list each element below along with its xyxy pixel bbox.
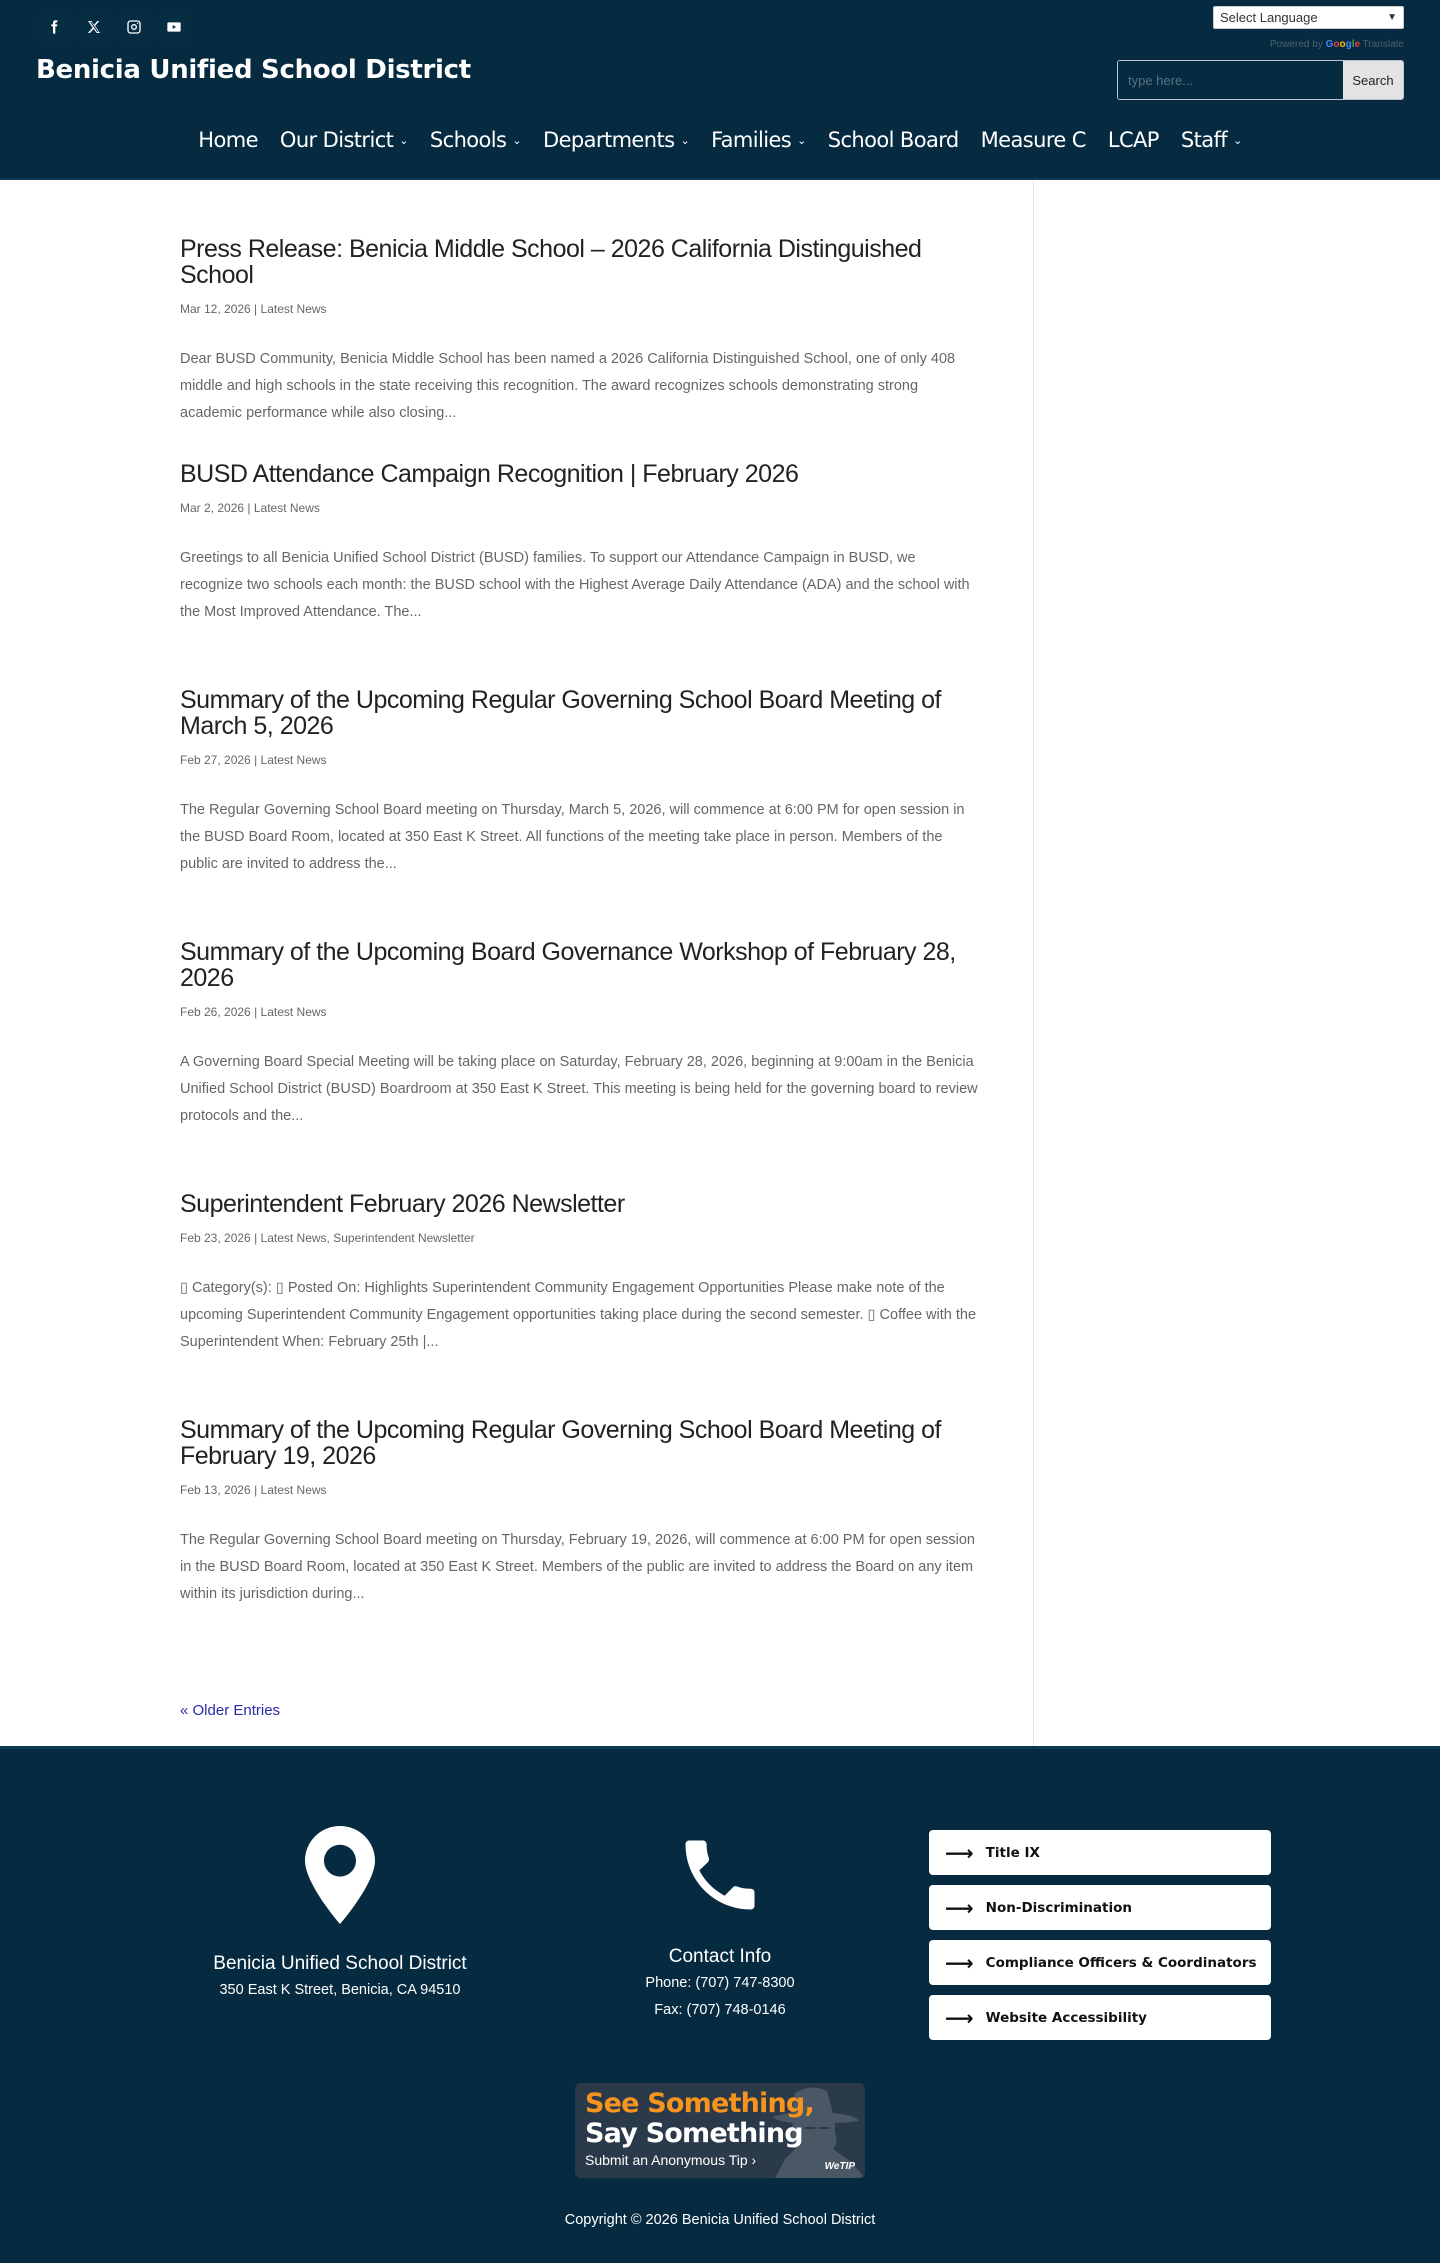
- x-twitter-link[interactable]: [78, 11, 110, 43]
- post-date: Feb 23, 2026: [180, 1231, 251, 1245]
- post-date: Mar 12, 2026: [180, 302, 251, 316]
- post-excerpt: Greetings to all Benicia Unified School District (BUSD) families. To support our Attendance Campaign in BUSD, we recognize two schools each month: the BUSD school with the Highest Average Daily Attendance (ADA) and the school with the Most Improved Attendance. The...: [180, 550, 970, 620]
- nav-item-lcap[interactable]: LCAP: [1107, 128, 1159, 152]
- nav-item-departments[interactable]: Departments ⌄: [543, 128, 690, 152]
- nav-item-measure-c[interactable]: Measure C: [980, 128, 1086, 152]
- post-item: [180, 687, 980, 939]
- wetip-logo: WeTIP: [824, 2161, 855, 2172]
- post-title-link[interactable]: BUSD Attendance Campaign Recognition | February 2026: [180, 460, 799, 488]
- chevron-down-icon: ⌄: [797, 133, 806, 147]
- post-category-link[interactable]: Latest News: [260, 753, 327, 767]
- title-ix-button[interactable]: ⟶ Title IX: [929, 1830, 1271, 1875]
- social-links: [38, 11, 190, 43]
- anonymous-tip-banner[interactable]: [575, 2083, 865, 2178]
- post-meta: Feb 13, 2026 | Latest News: [180, 1483, 327, 1497]
- chevron-down-icon: ⌄: [512, 133, 522, 147]
- post-date: Feb 26, 2026: [180, 1005, 251, 1019]
- translate-link[interactable]: Translate: [1362, 39, 1404, 50]
- site-title[interactable]: Benicia Unified School District: [36, 55, 471, 85]
- compliance-officers-button[interactable]: ⟶ Compliance Officers & Coordinators: [929, 1940, 1271, 1985]
- search-form: [1117, 60, 1404, 100]
- copyright: Copyright © 2026 Benicia Unified School District: [564, 2212, 876, 2228]
- nav-item-families[interactable]: Families ⌄: [711, 128, 806, 152]
- facebook-link[interactable]: [38, 11, 70, 43]
- nav-item-schools[interactable]: Schools ⌄: [429, 128, 522, 152]
- post-date: Feb 13, 2026: [180, 1483, 251, 1497]
- post-list: [180, 236, 980, 1647]
- language-select-value: Select Language: [1220, 10, 1318, 25]
- nav-item-school-board[interactable]: School Board: [827, 128, 959, 152]
- nav-item-our-district[interactable]: Our District ⌄: [279, 128, 408, 152]
- site-header: [0, 0, 1440, 180]
- footer-phone: Phone: (707) 747-8300: [645, 1975, 795, 1991]
- footer-contact-title: Contact Info: [668, 1946, 772, 1967]
- post-meta: Mar 12, 2026 | Latest News: [180, 302, 327, 316]
- post-item: [180, 236, 980, 461]
- footer-fax: Fax: (707) 748-0146: [654, 2002, 786, 2018]
- post-excerpt: Dear BUSD Community, Benicia Middle School has been named a 2026 California Distinguished School, one of only 408 middle and high schools in the state receiving this recognition. The award recognizes schools demonstrating strong academic performance while also closing...: [180, 351, 956, 421]
- post-excerpt: The Regular Governing School Board meeting on Thursday, March 5, 2026, will commence at 6:00 PM for open session in the BUSD Board Room, located at 350 East K Street. All functions of the meeting take place in person. Members of the public are invited to address the...: [180, 802, 965, 872]
- main-nav: [0, 128, 1440, 152]
- site-footer: [0, 1746, 1440, 2263]
- map-pin-icon: [175, 1826, 505, 1929]
- nav-item-home[interactable]: Home: [198, 128, 258, 152]
- post-meta: Mar 2, 2026 | Latest News: [180, 501, 320, 515]
- chevron-down-icon: ▼: [1387, 12, 1397, 23]
- google-logo: Google: [1325, 39, 1361, 50]
- post-excerpt: ▯ Category(s): ▯ Posted On: Highlights Superintendent Community Engagement Opportunities Please make note of the upcoming Superintendent Community Engagement opportunities taking place during the second semester. ▯ Coffee with the Superintendent When: February 25th |...: [180, 1280, 977, 1350]
- instagram-link[interactable]: [118, 11, 150, 43]
- sidebar-divider: [1033, 180, 1034, 1746]
- post-meta: Feb 27, 2026 | Latest News: [180, 753, 327, 767]
- footer-link-buttons: [929, 1830, 1271, 2050]
- post-category-link[interactable]: Latest News: [260, 1483, 327, 1497]
- post-item: [180, 1417, 980, 1647]
- main-content: [0, 180, 1440, 1746]
- post-title-link[interactable]: Summary of the Upcoming Regular Governing School Board Meeting of February 19, 2026: [180, 1416, 941, 1470]
- website-accessibility-button[interactable]: ⟶ Website Accessibility: [929, 1995, 1271, 2040]
- tip-subtext: Submit an Anonymous Tip ›: [585, 2152, 757, 2168]
- post-category-link[interactable]: Latest News: [260, 302, 327, 316]
- post-title-link[interactable]: Press Release: Benicia Middle School – 2026 California Distinguished School: [180, 235, 922, 289]
- post-item: [180, 461, 980, 687]
- post-category-link[interactable]: Latest News: [260, 1005, 327, 1019]
- arrow-right-icon: ⟶: [945, 1895, 974, 1920]
- non-discrimination-button[interactable]: ⟶ Non-Discrimination: [929, 1885, 1271, 1930]
- post-date: Mar 2, 2026: [180, 501, 245, 515]
- post-excerpt: A Governing Board Special Meeting will be taking place on Saturday, February 28, 2026, beginning at 9:00am in the Benicia Unified School District (BUSD) Boardroom at 350 East K Street. This meeting is being held for the governing board to review protocols and the...: [180, 1054, 978, 1124]
- instagram-icon: [126, 19, 142, 35]
- post-item: [180, 1191, 980, 1417]
- youtube-icon: [166, 19, 182, 35]
- older-entries-link[interactable]: « Older Entries: [180, 1702, 281, 1719]
- post-date: Feb 27, 2026: [180, 753, 251, 767]
- post-meta: Feb 23, 2026 | Latest News, Superintendent Newsletter: [180, 1231, 475, 1245]
- tip-headline-2: Say Something: [585, 2118, 803, 2149]
- post-title-link[interactable]: Summary of the Upcoming Board Governance Workshop of February 28, 2026: [180, 938, 956, 992]
- google-translate-credit: Powered by Google Translate: [1270, 39, 1404, 50]
- chevron-down-icon: ⌄: [399, 133, 408, 147]
- chevron-down-icon: ⌄: [680, 133, 690, 147]
- arrow-right-icon: ⟶: [945, 1840, 974, 1865]
- footer-address: [175, 1826, 505, 2004]
- nav-item-staff[interactable]: Staff ⌄: [1180, 128, 1242, 152]
- language-select[interactable]: [1213, 6, 1404, 29]
- footer-address-title: Benicia Unified School District: [213, 1953, 467, 1974]
- search-button[interactable]: Search: [1343, 61, 1403, 99]
- footer-contact: [570, 1826, 870, 2024]
- post-excerpt: The Regular Governing School Board meeting on Thursday, February 19, 2026, will commence at 6:00 PM for open session in the BUSD Board Room, located at 350 East K Street. Members of the public are invited to address the Board on any item within its jurisdiction during...: [180, 1532, 975, 1602]
- chevron-down-icon: ⌄: [1233, 133, 1242, 147]
- arrow-right-icon: ⟶: [945, 2005, 974, 2030]
- x-twitter-icon: [86, 19, 102, 35]
- footer-address-line: 350 East K Street, Benicia, CA 94510: [219, 1982, 461, 1998]
- search-input[interactable]: [1118, 61, 1343, 99]
- facebook-icon: [46, 19, 62, 35]
- post-category-link[interactable]: Latest News: [253, 501, 320, 515]
- arrow-right-icon: ⟶: [945, 1950, 974, 1975]
- post-title-link[interactable]: Superintendent February 2026 Newsletter: [180, 1190, 625, 1218]
- post-title-link[interactable]: Summary of the Upcoming Regular Governing School Board Meeting of March 5, 2026: [180, 686, 941, 740]
- post-meta: Feb 26, 2026 | Latest News: [180, 1005, 327, 1019]
- post-item: [180, 939, 980, 1191]
- youtube-link[interactable]: [158, 11, 190, 43]
- post-category-link[interactable]: Latest News, Superintendent Newsletter: [260, 1231, 475, 1245]
- phone-icon: [570, 1826, 870, 1926]
- tip-headline-1: See Something,: [585, 2088, 814, 2119]
